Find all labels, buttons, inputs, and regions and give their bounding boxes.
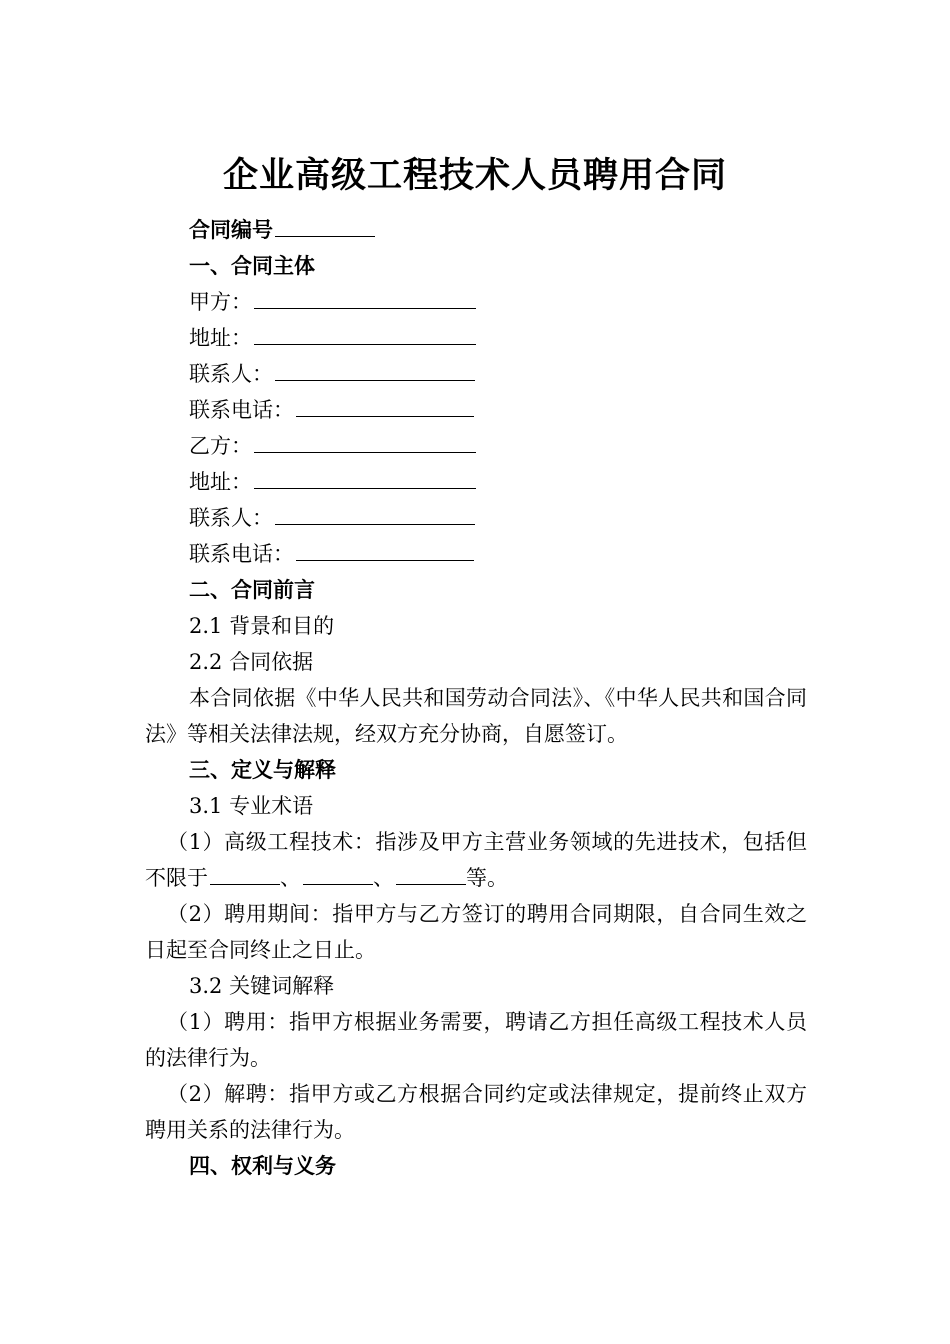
preface-item-2-1: 2.1 背景和目的 [189, 614, 335, 638]
definition-term-1-sep-2: 、 [373, 866, 394, 890]
party-a-name-line [145, 284, 807, 320]
party-b-name-line [145, 428, 807, 464]
party-b-phone-line [145, 536, 807, 572]
party-a-phone-blank[interactable] [296, 415, 474, 417]
definition-term-1-suffix: 等。 [466, 866, 508, 890]
section-heading-definitions: 三、定义与解释 [189, 757, 336, 782]
definitions-item-3-1: 3.1 专业术语 [189, 794, 314, 818]
definition-term-1-sep-1: 、 [280, 866, 301, 890]
page-title: 企业高级工程技术人员聘用合同 [222, 155, 727, 196]
definition-term-1 [145, 824, 807, 896]
preface-item-2-2: 2.2 合同依据 [189, 650, 314, 674]
party-b-name-label: 乙方： [189, 434, 252, 458]
section-heading-parties: 一、合同主体 [189, 253, 315, 278]
definition-term-1-blank-2[interactable] [303, 883, 373, 885]
keyword-definition-2: （2）解聘：指甲方或乙方根据合同约定或法律规定，提前终止双方聘用关系的法律行为。 [145, 1082, 807, 1142]
party-a-address-blank[interactable] [254, 343, 476, 345]
party-b-address-blank[interactable] [254, 487, 476, 489]
definition-term-2: （2）聘用期间：指甲方与乙方签订的聘用合同期限，自合同生效之日起至合同终止之日止。 [145, 902, 807, 962]
party-b-contact-label: 联系人： [189, 506, 273, 530]
contract-number-label: 合同编号 [189, 217, 273, 242]
party-b-contact-blank[interactable] [275, 523, 475, 525]
party-a-contact-label: 联系人： [189, 362, 273, 386]
party-a-name-label: 甲方： [189, 290, 252, 314]
party-a-address-line [145, 320, 807, 356]
section-heading-preface: 二、合同前言 [189, 577, 315, 602]
definition-term-1-blank-1[interactable] [210, 883, 280, 885]
preface-basis-paragraph: 本合同依据《中华人民共和国劳动合同法》、《中华人民共和国合同法》等相关法律法规，经双方充分协商，自愿签订。 [145, 686, 807, 746]
keyword-definition-1: （1）聘用：指甲方根据业务需要，聘请乙方担任高级工程技术人员的法律行为。 [145, 1010, 807, 1070]
contract-number-blank[interactable] [275, 235, 375, 237]
definition-term-1-blank-3[interactable] [396, 883, 466, 885]
party-b-phone-label: 联系电话： [189, 542, 294, 566]
party-b-address-line [145, 464, 807, 500]
party-b-name-blank[interactable] [254, 451, 476, 453]
contract-number-line [145, 212, 807, 248]
party-a-phone-label: 联系电话： [189, 398, 294, 422]
section-heading-rights-obligations: 四、权利与义务 [189, 1153, 336, 1178]
definitions-item-3-2: 3.2 关键词解释 [189, 974, 335, 998]
contract-body [145, 212, 807, 1184]
party-a-contact-blank[interactable] [275, 379, 475, 381]
definition-term-1-prefix: （1）高级工程技术：指涉及甲方主营业务领域的先进技术，包括但不限于 [145, 830, 807, 890]
party-b-address-label: 地址： [189, 470, 252, 494]
party-a-name-blank[interactable] [254, 307, 476, 309]
party-a-address-label: 地址： [189, 326, 252, 350]
party-a-phone-line [145, 392, 807, 428]
party-b-phone-blank[interactable] [296, 559, 474, 561]
party-b-contact-line [145, 500, 807, 536]
party-a-contact-line [145, 356, 807, 392]
